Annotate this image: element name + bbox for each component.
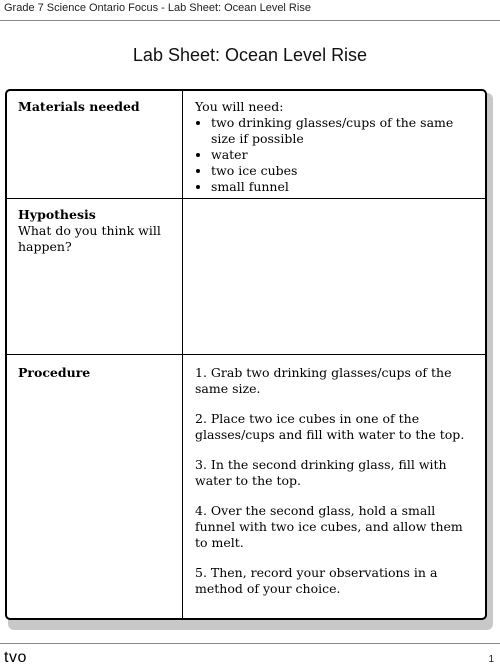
footer-divider <box>0 643 500 644</box>
materials-item: • water <box>211 147 473 163</box>
materials-label: Materials needed <box>18 99 140 114</box>
hypothesis-label-cell <box>7 199 183 354</box>
running-header: Grade 7 Science Ontario Focus - Lab Sheet: Ocean Level Rise <box>4 2 311 14</box>
procedure-step: 4. Over the second glass, hold a small funnel with two ice cubes, and allow them to melt. <box>195 503 463 550</box>
materials-row <box>7 91 485 199</box>
hypothesis-label: Hypothesis <box>18 207 96 222</box>
procedure-label-cell <box>7 355 183 618</box>
procedure-step: 3. In the second drinking glass, fill with water to the top. <box>195 457 447 488</box>
hypothesis-prompt: What do you think will happen? <box>18 223 161 254</box>
procedure-step: 1. Grab two drinking glasses/cups of the same size. <box>195 365 452 396</box>
materials-list <box>195 115 473 195</box>
hypothesis-answer-area[interactable] <box>183 199 485 354</box>
page-title: Lab Sheet: Ocean Level Rise <box>132 45 368 65</box>
materials-intro: You will need: <box>195 99 284 114</box>
materials-content-cell <box>183 91 485 198</box>
lab-sheet-table <box>5 89 487 620</box>
materials-item: • two ice cubes <box>211 163 473 179</box>
tvo-logo: tvo <box>4 649 27 666</box>
page-number: 1 <box>488 654 494 665</box>
procedure-label: Procedure <box>18 365 91 380</box>
procedure-steps <box>183 355 485 618</box>
hypothesis-row <box>7 199 485 355</box>
procedure-row <box>7 355 485 618</box>
materials-label-cell <box>7 91 183 198</box>
procedure-step: 5. Then, record your observations in a method of your choice. <box>195 565 438 596</box>
procedure-step: 2. Place two ice cubes in one of the glasses/cups and fill with water to the top. <box>195 411 465 442</box>
materials-item: • two drinking glasses/cups of the same size if possible <box>211 115 473 147</box>
header-divider <box>0 20 500 21</box>
materials-item: • small funnel <box>211 179 473 195</box>
